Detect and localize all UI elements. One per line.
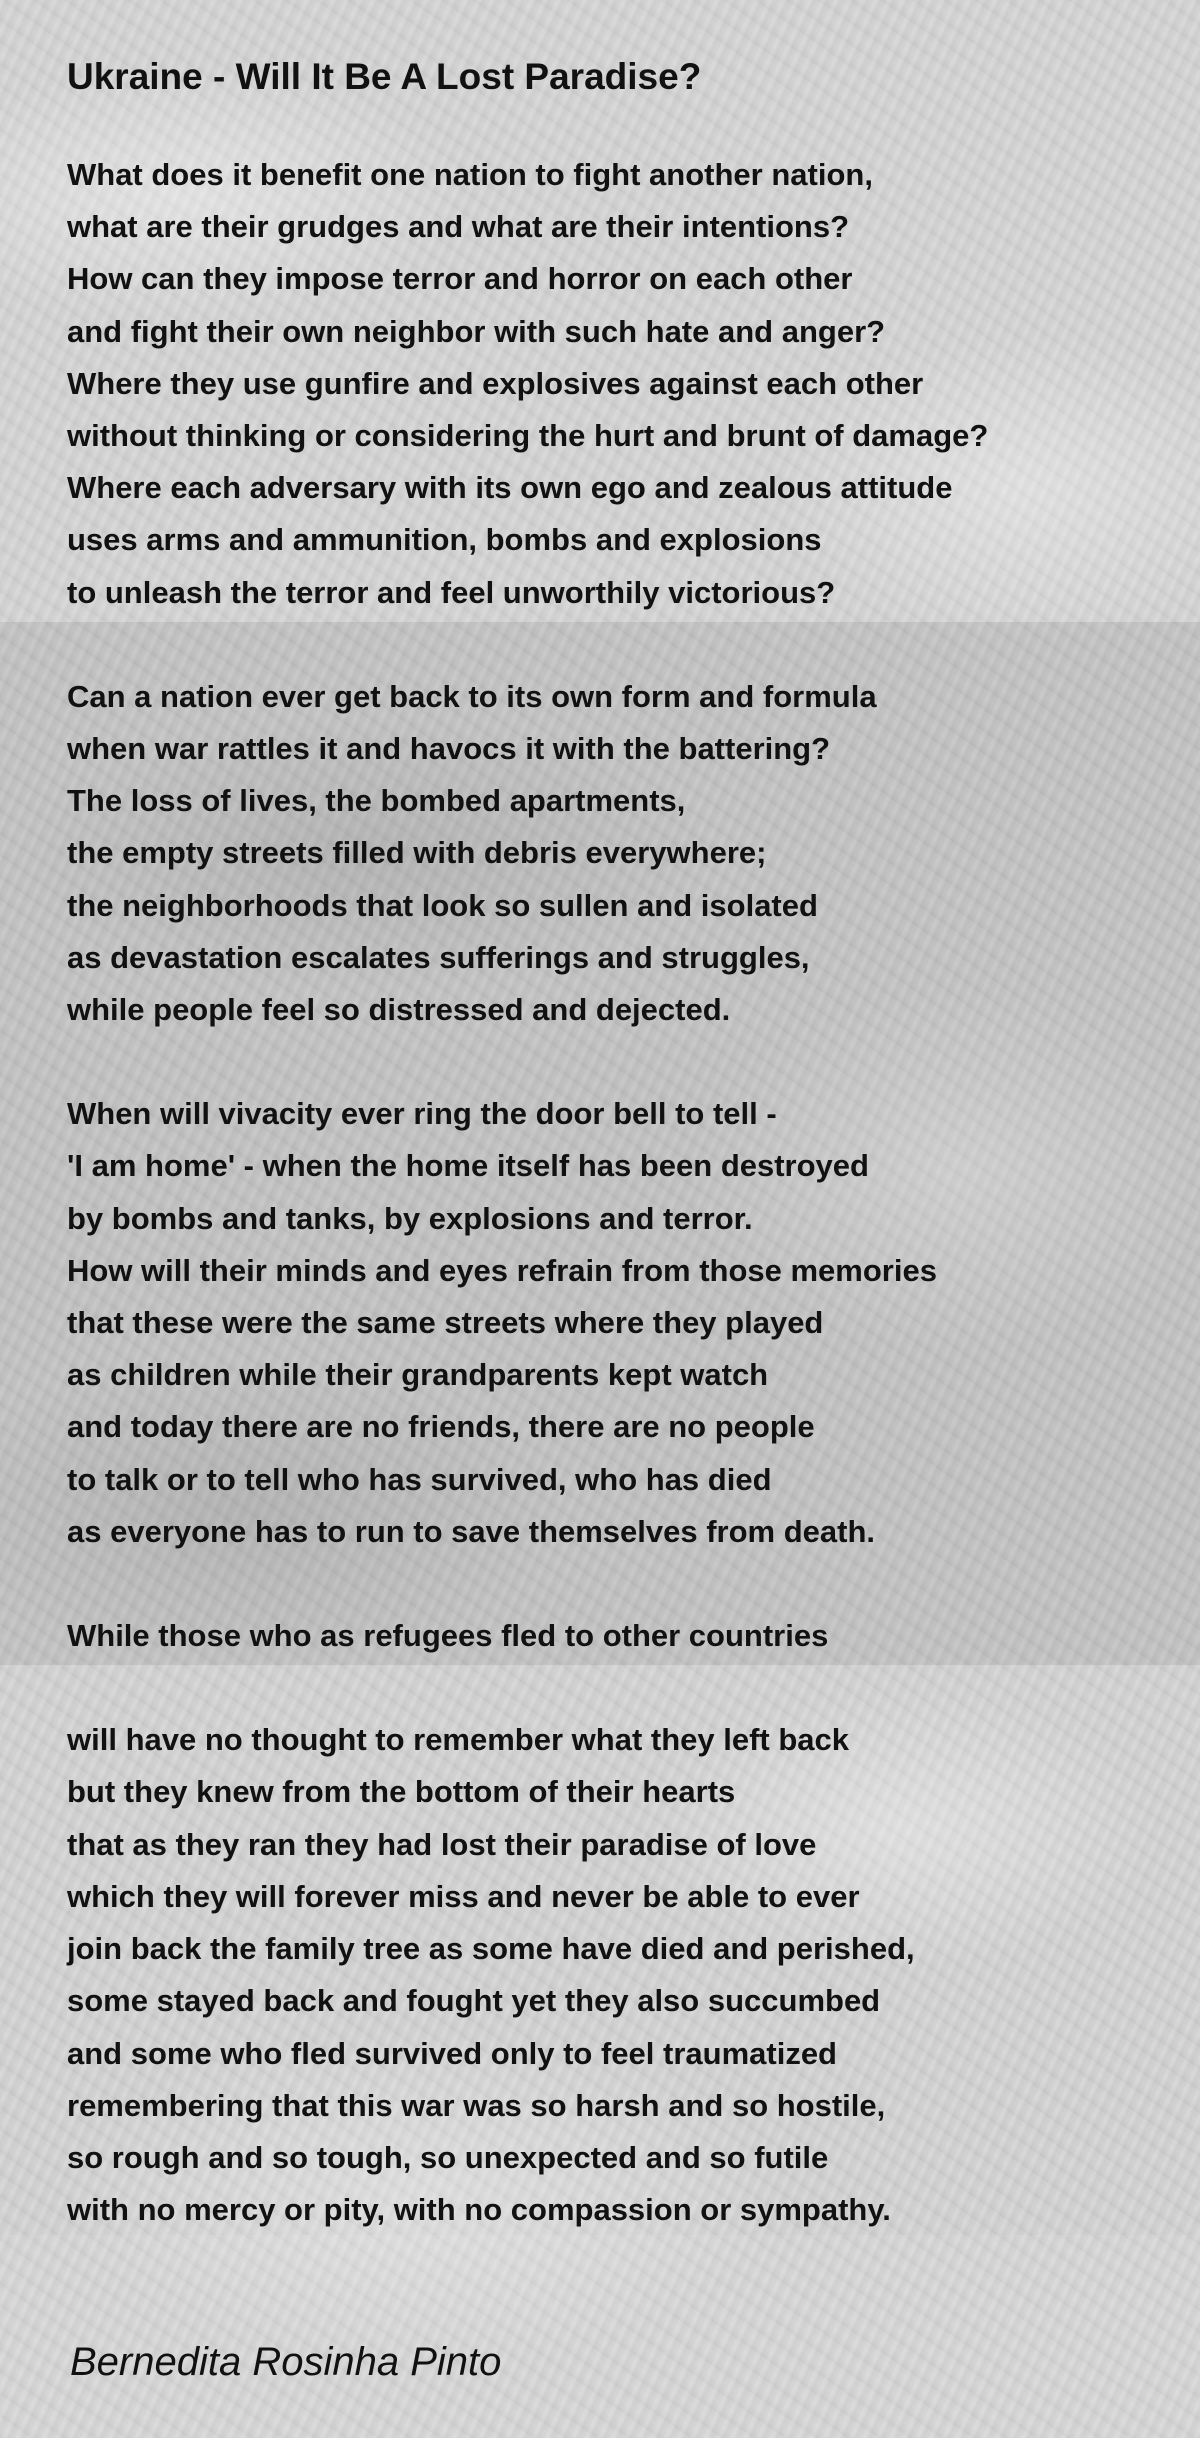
poem-line: 'I am home' - when the home itself has been destroyed [67, 1148, 869, 1184]
poem-line: the neighborhoods that look so sullen and isolated [67, 887, 818, 923]
poem-line: remembering that this war was so harsh and so hostile, [67, 2087, 886, 2123]
poem-line: to talk or to tell who has survived, who has died [67, 1461, 772, 1497]
poem-line: to unleash the terror and feel unworthily victorious? [67, 574, 836, 610]
poem-line: What does it benefit one nation to fight another nation, [67, 157, 873, 192]
poem-line: with no mercy or pity, with no compassion or sympathy. [67, 2192, 891, 2228]
poem-line: will have no thought to remember what they left back [67, 1722, 850, 1758]
poem-line: the empty streets filled with debris everywhere; [67, 835, 767, 871]
poem-line: what are their grudges and what are their intentions? [67, 209, 850, 245]
poem-line: How will their minds and eyes refrain from those memories [67, 1252, 937, 1288]
poem-line: and today there are no friends, there are no people [67, 1409, 815, 1445]
poem-body [67, 149, 988, 2288]
poem-line: that as they ran they had lost their paradise of love [67, 1826, 817, 1862]
stanza [67, 1714, 988, 2236]
poem-author: Bernedita Rosinha Pinto [70, 2340, 502, 2384]
poem-line: Can a nation ever get back to its own form and formula [67, 678, 877, 714]
poem-line: as everyone has to run to save themselves from death. [67, 1513, 876, 1549]
poem-line: when war rattles it and havocs it with the battering? [67, 731, 831, 767]
poem-line: some stayed back and fought yet they also succumbed [67, 1983, 881, 2019]
poem-line: without thinking or considering the hurt and brunt of damage? [67, 418, 989, 454]
poem-line: When will vivacity ever ring the door bell to tell - [67, 1096, 777, 1132]
poem-line: and fight their own neighbor with such hate and anger? [67, 313, 886, 349]
poem-line: The loss of lives, the bombed apartments, [67, 783, 686, 819]
poem-line: Where they use gunfire and explosives against each other [67, 365, 924, 401]
stanza [67, 149, 988, 619]
poem-line: uses arms and ammunition, bombs and explosions [67, 522, 822, 558]
poem-line: join back the family tree as some have died and perished, [67, 1931, 915, 1967]
poem-line: and some who fled survived only to feel traumatized [67, 2035, 837, 2071]
poem-line: but they knew from the bottom of their hearts [67, 1774, 736, 1810]
poem-line: While those who as refugees fled to other countries [67, 1618, 829, 1654]
stanza [67, 671, 988, 1036]
poem-line: so rough and so tough, so unexpected and so futile [67, 2139, 829, 2175]
poem-line: which they will forever miss and never be able to ever [67, 1878, 860, 1914]
poem-line: that these were the same streets where they played [67, 1305, 824, 1341]
poem-line: while people feel so distressed and dejected. [67, 992, 731, 1028]
poem-line: as children while their grandparents kept watch [67, 1357, 769, 1393]
poem-title: Ukraine - Will It Be A Lost Paradise? [67, 56, 702, 97]
poem-line: as devastation escalates sufferings and struggles, [67, 939, 810, 975]
stanza [67, 1088, 988, 1558]
poem-line: Where each adversary with its own ego and zealous attitude [67, 470, 953, 506]
poem-line: How can they impose terror and horror on each other [67, 261, 853, 297]
stanza [67, 1610, 988, 1662]
poem-line: by bombs and tanks, by explosions and terror. [67, 1200, 753, 1236]
